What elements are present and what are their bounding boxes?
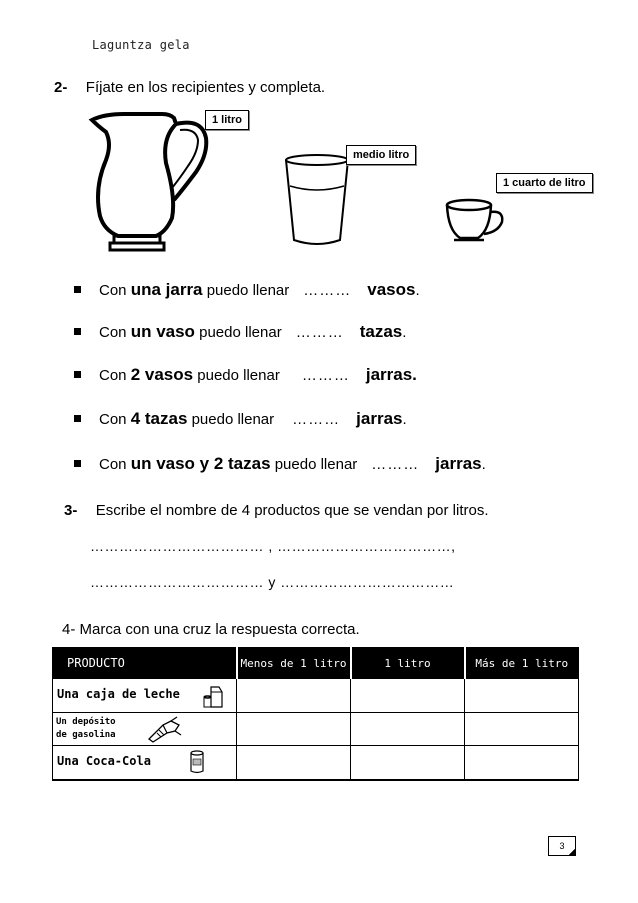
label-1-litro: 1 litro xyxy=(205,110,249,130)
q2-item-5: Con un vaso y 2 tazas puedo llenar ……… jarras . xyxy=(74,454,486,474)
table-header-row xyxy=(53,648,579,679)
header-mas-1-litro: Más de 1 litro xyxy=(465,648,579,679)
answer-line-2[interactable]: ……………………………… y ……………………………… xyxy=(90,574,455,590)
bullet-square-icon xyxy=(74,460,81,467)
jug-icon xyxy=(84,108,214,253)
bullet-square-icon xyxy=(74,286,81,293)
bullet-square-icon xyxy=(74,328,81,335)
fuel-nozzle-icon xyxy=(145,715,185,743)
cup-icon xyxy=(444,196,508,246)
header-menos-1-litro: Menos de 1 litro xyxy=(237,648,351,679)
answer-cell-1-litro[interactable] xyxy=(351,746,465,781)
question-2-text: Fíjate en los recipientes y completa. xyxy=(85,79,326,96)
header-1-litro: 1 litro xyxy=(351,648,465,679)
product-cell: Un depósito de gasolina xyxy=(53,713,237,746)
table-row xyxy=(53,713,579,746)
question-3-number: 3- xyxy=(64,502,78,519)
question-3-text: Escribe el nombre de 4 productos que se vendan por litros. xyxy=(95,502,489,519)
glass-icon xyxy=(282,152,352,248)
page-header: Laguntza gela xyxy=(92,38,190,52)
label-cuarto-litro: 1 cuarto de litro xyxy=(496,173,593,193)
milk-carton-icon xyxy=(201,683,225,709)
answer-line-1[interactable]: ……………………………… , ………………………………, xyxy=(90,538,456,554)
answer-cell-mas[interactable] xyxy=(465,746,579,781)
question-2-number: 2- xyxy=(54,79,68,96)
answer-cell-1-litro[interactable] xyxy=(351,713,465,746)
product-cell: Una caja de leche xyxy=(53,679,237,713)
q2-item-1: Con una jarra puedo llenar ……… vasos . xyxy=(74,280,420,300)
answer-cell-1-litro[interactable] xyxy=(351,679,465,713)
label-medio-litro: medio litro xyxy=(346,145,416,165)
page-number: 3 xyxy=(548,836,576,856)
q2-item-3: Con 2 vasos puedo llenar ……… jarras. xyxy=(74,365,417,385)
bullet-square-icon xyxy=(74,415,81,422)
answer-cell-menos[interactable] xyxy=(237,713,351,746)
question-2-heading xyxy=(54,79,325,97)
table-row xyxy=(53,679,579,713)
q2-item-4: Con 4 tazas puedo llenar ……… jarras . xyxy=(74,409,407,429)
bullet-square-icon xyxy=(74,371,81,378)
answer-cell-mas[interactable] xyxy=(465,713,579,746)
question-3-heading xyxy=(64,502,489,520)
answer-table xyxy=(52,647,579,781)
question-4-text: 4- Marca con una cruz la respuesta correcta. xyxy=(62,621,360,638)
table-row xyxy=(53,746,579,781)
header-producto: PRODUCTO xyxy=(53,648,237,679)
product-cell: Una Coca-Cola xyxy=(53,746,237,781)
answer-cell-mas[interactable] xyxy=(465,679,579,713)
q2-item-2: Con un vaso puedo llenar ……… tazas . xyxy=(74,322,406,342)
answer-cell-menos[interactable] xyxy=(237,746,351,781)
answer-cell-menos[interactable] xyxy=(237,679,351,713)
soda-can-icon xyxy=(189,749,205,775)
